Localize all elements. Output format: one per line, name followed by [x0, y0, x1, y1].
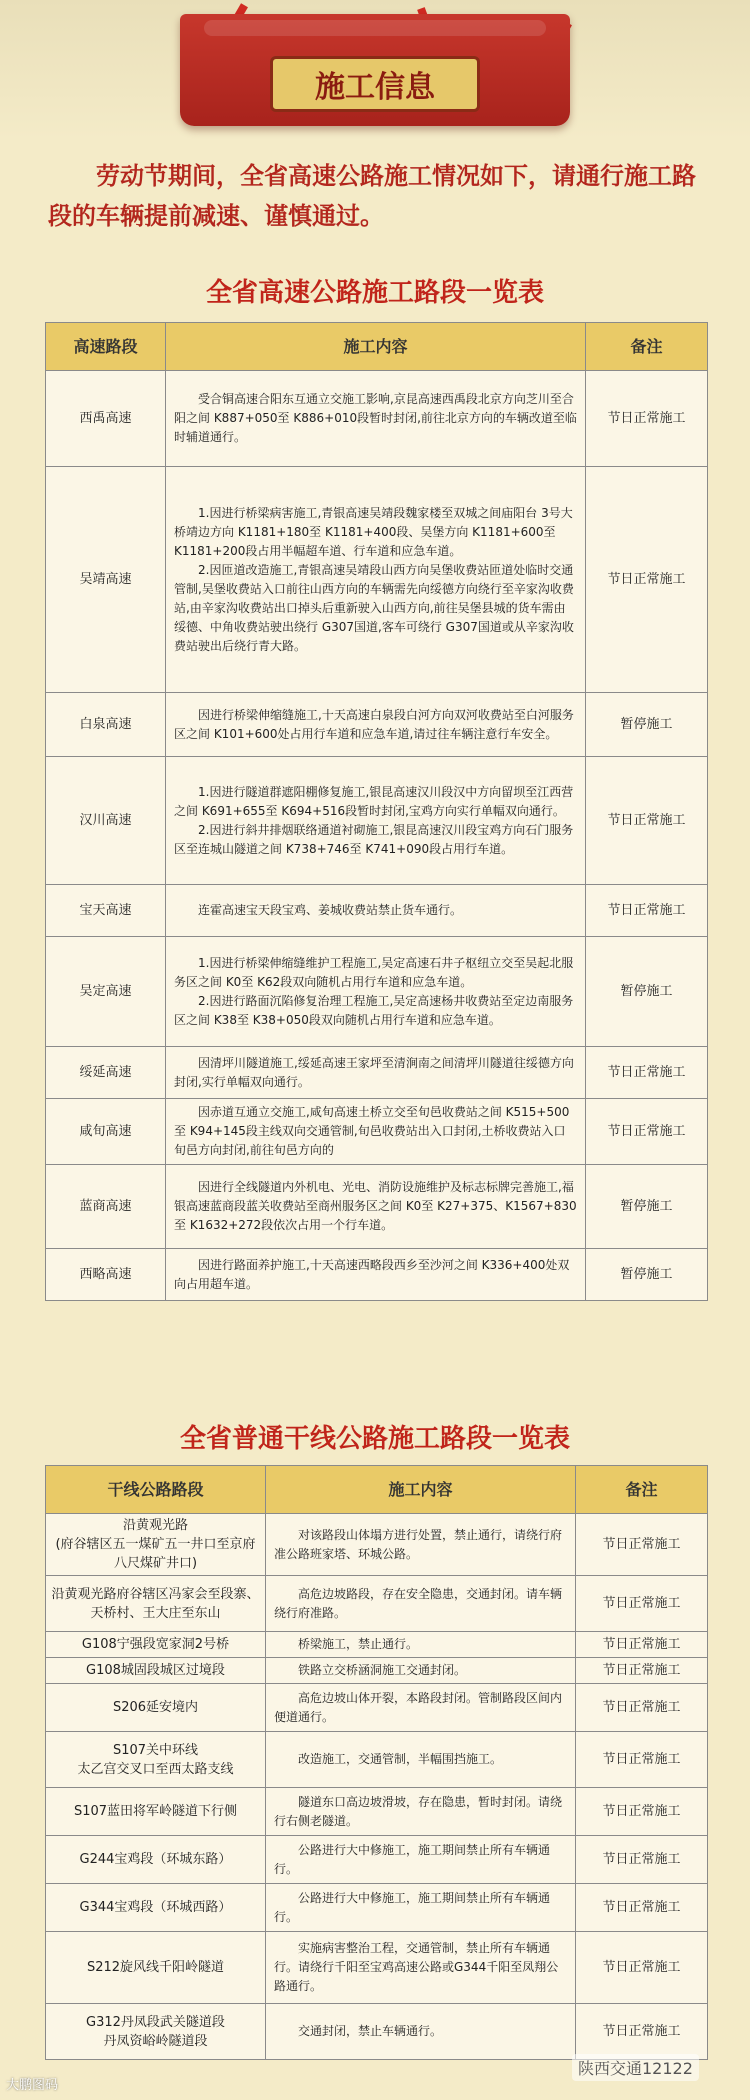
content-cell [166, 1099, 586, 1165]
road-name-cell: 咸旬高速 [46, 1099, 166, 1165]
content-paragraph: 交通封闭，禁止车辆通行。 [298, 2024, 443, 2038]
watermark-right: 陕西交通12122 [572, 2054, 699, 2081]
expressway-table [45, 322, 708, 1301]
content-cell [266, 1514, 576, 1576]
column-header: 施工内容 [166, 323, 586, 371]
content-cell [166, 885, 586, 937]
content-cell [166, 1047, 586, 1099]
note-cell: 节日正常施工 [576, 1932, 708, 2004]
road-name-cell: G108城固段城区过境段 [46, 1658, 266, 1684]
content-paragraph: 高危边坡路段，存在安全隐患，交通封闭。请车辆绕行府准路。 [274, 1586, 563, 1620]
table-row [46, 1932, 708, 2004]
road-name-cell: G312丹凤段武关隧道段 丹凤资峪岭隧道段 [46, 2004, 266, 2060]
note-cell: 暂停施工 [586, 1165, 708, 1249]
table-row [46, 1788, 708, 1836]
table-row [46, 1099, 708, 1165]
content-paragraph: 因清坪川隧道施工,绥延高速王家坪至清涧南之间清坪川隧道往绥德方向封闭,实行单幅双向通行。 [174, 1055, 574, 1089]
road-name-cell: 宝天高速 [46, 885, 166, 937]
road-name-cell: S107蓝田将军岭隧道下行侧 [46, 1788, 266, 1836]
content-cell [266, 1884, 576, 1932]
content-paragraph: 公路进行大中修施工，施工期间禁止所有车辆通行。 [274, 1842, 551, 1876]
table-header-row [46, 1466, 708, 1514]
content-cell [166, 1165, 586, 1249]
column-header: 备注 [586, 323, 708, 371]
content-paragraph: 2.因匝道改造施工,青银高速吴靖段山西方向吴堡收费站匝道处临时交通管制,吴堡收费站入口前往山西方向的车辆需先向绥德方向绕行至辛家沟收费站,由辛家沟收费站出口掉头后重新驶入山西方向,前往吴堡县城的货车需由绥德、中角收费站驶出绕行 G307国道,客车可绕行 G307国道或从辛家沟收费站驶出后绕行青大路。 [174, 562, 574, 653]
trunk-road-table [45, 1465, 708, 2060]
road-name-cell: S107关中环线 太乙宫交叉口至西太路支线 [46, 1732, 266, 1788]
note-cell: 节日正常施工 [586, 371, 708, 467]
note-cell: 节日正常施工 [576, 1514, 708, 1576]
column-header: 备注 [576, 1466, 708, 1514]
column-header: 施工内容 [266, 1466, 576, 1514]
table-row [46, 1684, 708, 1732]
table-row [46, 1514, 708, 1576]
road-name-cell: 吴靖高速 [46, 467, 166, 693]
note-cell: 节日正常施工 [586, 1099, 708, 1165]
content-cell [266, 1576, 576, 1632]
road-name-cell: 绥延高速 [46, 1047, 166, 1099]
content-cell [266, 1684, 576, 1732]
table-row [46, 467, 708, 693]
table-row [46, 1732, 708, 1788]
road-name-cell: 西略高速 [46, 1249, 166, 1301]
content-paragraph: 1.因进行隧道群遮阳棚修复施工,银昆高速汉川段汉中方向留坝至江西营之间 K691+655至 K694+516段暂时封闭,宝鸡方向实行单幅双向通行。 [174, 784, 574, 818]
table-row [46, 1658, 708, 1684]
column-header: 干线公路路段 [46, 1466, 266, 1514]
table-row [46, 885, 708, 937]
table-row [46, 1249, 708, 1301]
table-row [46, 1836, 708, 1884]
content-cell [266, 1732, 576, 1788]
content-cell [166, 937, 586, 1047]
note-cell: 节日正常施工 [586, 467, 708, 693]
road-name-cell: 白泉高速 [46, 693, 166, 757]
table-row [46, 757, 708, 885]
road-name-cell: 沿黄观光路 (府谷辖区五一煤矿五一井口至京府八尺煤矿井口) [46, 1514, 266, 1576]
content-paragraph: 实施病害整治工程，交通管制，禁止所有车辆通行。请绕行千阳至宝鸡高速公路或G344千阳至凤翔公路通行。 [274, 1941, 559, 1993]
road-name-cell: 蓝商高速 [46, 1165, 166, 1249]
section-title-trunk-roads: 全省普通干线公路施工路段一览表 [179, 1424, 570, 1454]
content-cell [166, 467, 586, 693]
content-paragraph: 对该路段山体塌方进行处置，禁止通行，请绕行府准公路班家塔、环城公路。 [274, 1527, 563, 1561]
note-cell: 节日正常施工 [576, 1836, 708, 1884]
road-name-cell: S206延安境内 [46, 1684, 266, 1732]
content-paragraph: 铁路立交桥涵洞施工交通封闭。 [298, 1663, 467, 1677]
content-paragraph: 因赤道互通立交施工,咸旬高速土桥立交至旬邑收费站之间 K515+500至 K94+145段主线双向交通管制,旬邑收费站出入口封闭,土桥收费站入口旬邑方向封闭,前往旬邑方向的 [174, 1105, 570, 1157]
road-name-cell: S212旋风线千阳岭隧道 [46, 1932, 266, 2004]
table-row [46, 371, 708, 467]
road-name-cell: 沿黄观光路府谷辖区冯家会至段寨、天桥村、王大庄至东山 [46, 1576, 266, 1632]
content-cell [266, 1836, 576, 1884]
note-cell: 节日正常施工 [586, 757, 708, 885]
content-cell [166, 371, 586, 467]
note-cell: 节日正常施工 [576, 1788, 708, 1836]
content-paragraph: 因进行路面养护施工,十天高速西略段西乡至沙河之间 K336+400处双向占用超车道。 [174, 1257, 570, 1291]
note-cell: 暂停施工 [586, 693, 708, 757]
road-name-cell: 西禹高速 [46, 371, 166, 467]
content-paragraph: 公路进行大中修施工，施工期间禁止所有车辆通行。 [274, 1890, 551, 1924]
note-cell: 节日正常施工 [576, 1684, 708, 1732]
table-row [46, 1047, 708, 1099]
content-paragraph: 1.因进行桥梁病害施工,青银高速吴靖段魏家楼至双城之间庙阳台 3号大桥靖边方向 K1181+180至 K1181+400段、吴堡方向 K1181+600至 K1181+200段占用半幅超车道、行车道和应急车道。 [174, 505, 573, 558]
table-row [46, 1632, 708, 1658]
content-paragraph: 改造施工，交通管制，半幅围挡施工。 [298, 1752, 503, 1766]
note-cell: 节日正常施工 [576, 1732, 708, 1788]
road-name-cell: G244宝鸡段（环城东路） [46, 1836, 266, 1884]
page-title: 施工信息 [270, 56, 480, 112]
content-paragraph: 连霍高速宝天段宝鸡、姜城收费站禁止货车通行。 [198, 903, 463, 917]
content-cell [166, 693, 586, 757]
table-row [46, 1165, 708, 1249]
content-paragraph: 隧道东口高边坡滑坡，存在隐患，暂时封闭。请绕行右侧老隧道。 [274, 1794, 563, 1828]
content-paragraph: 高危边坡山体开裂，本路段封闭。管制路段区间内便道通行。 [274, 1690, 563, 1724]
road-name-cell: 吴定高速 [46, 937, 166, 1047]
content-paragraph: 桥梁施工，禁止通行。 [298, 1637, 419, 1651]
intro-text: 劳动节期间，全省高速公路施工情况如下，请通行施工路段的车辆提前减速、谨慎通过。 [48, 162, 696, 230]
content-paragraph: 因进行全线隧道内外机电、光电、消防设施维护及标志标牌完善施工,福银高速蓝商段蓝关收费站至商州服务区之间 K0至 K27+375、K1567+830至 K1632+272段依次占用一个行车道。 [174, 1180, 577, 1232]
note-cell: 暂停施工 [586, 1249, 708, 1301]
table-row [46, 1884, 708, 1932]
content-cell [266, 1658, 576, 1684]
note-cell: 节日正常施工 [576, 1884, 708, 1932]
watermark-left: 大鹏图码 [6, 2078, 59, 2093]
column-header: 高速路段 [46, 323, 166, 371]
content-paragraph: 2.因进行斜井排烟联络通道衬砌施工,银昆高速汉川段宝鸡方向石门服务区至连城山隧道之间 K738+746至 K741+090段占用行车道。 [174, 822, 574, 856]
section-title-expressway: 全省高速公路施工路段一览表 [205, 278, 544, 308]
table-header-row [46, 323, 708, 371]
content-cell [266, 1632, 576, 1658]
note-cell: 节日正常施工 [586, 1047, 708, 1099]
note-cell: 节日正常施工 [576, 2004, 708, 2060]
note-cell: 节日正常施工 [576, 1576, 708, 1632]
road-name-cell: G108宁强段宽家洞2号桥 [46, 1632, 266, 1658]
note-cell: 节日正常施工 [576, 1632, 708, 1658]
table-row [46, 693, 708, 757]
content-paragraph: 受合铜高速合阳东互通立交施工影响,京昆高速西禹段北京方向芝川至合阳之间 K887+050至 K886+010段暂时封闭,前往北京方向的车辆改道至临时辅道通行。 [174, 392, 577, 444]
note-cell: 暂停施工 [586, 937, 708, 1047]
content-paragraph: 因进行桥梁伸缩缝施工,十天高速白泉段白河方向双河收费站至白河服务区之间 K101+600处占用行车道和应急车道,请过往车辆注意行车安全。 [174, 707, 574, 741]
content-cell [166, 1249, 586, 1301]
table-row [46, 937, 708, 1047]
content-paragraph: 1.因进行桥梁伸缩缝维护工程施工,吴定高速石井子枢纽立交至吴起北服务区之间 K0至 K62段双向随机占用行车道和应急车道。 [174, 955, 574, 989]
table-row [46, 1576, 708, 1632]
content-cell [266, 2004, 576, 2060]
content-paragraph: 2.因进行路面沉陷修复治理工程施工,吴定高速杨井收费站至定边南服务区之间 K38至 K38+050段双向随机占用行车道和应急车道。 [174, 993, 574, 1027]
table-row [46, 2004, 708, 2060]
note-cell: 节日正常施工 [586, 885, 708, 937]
content-cell [166, 757, 586, 885]
content-cell [266, 1788, 576, 1836]
road-name-cell: G344宝鸡段（环城西路） [46, 1884, 266, 1932]
road-name-cell: 汉川高速 [46, 757, 166, 885]
note-cell: 节日正常施工 [576, 1658, 708, 1684]
content-cell [266, 1932, 576, 2004]
